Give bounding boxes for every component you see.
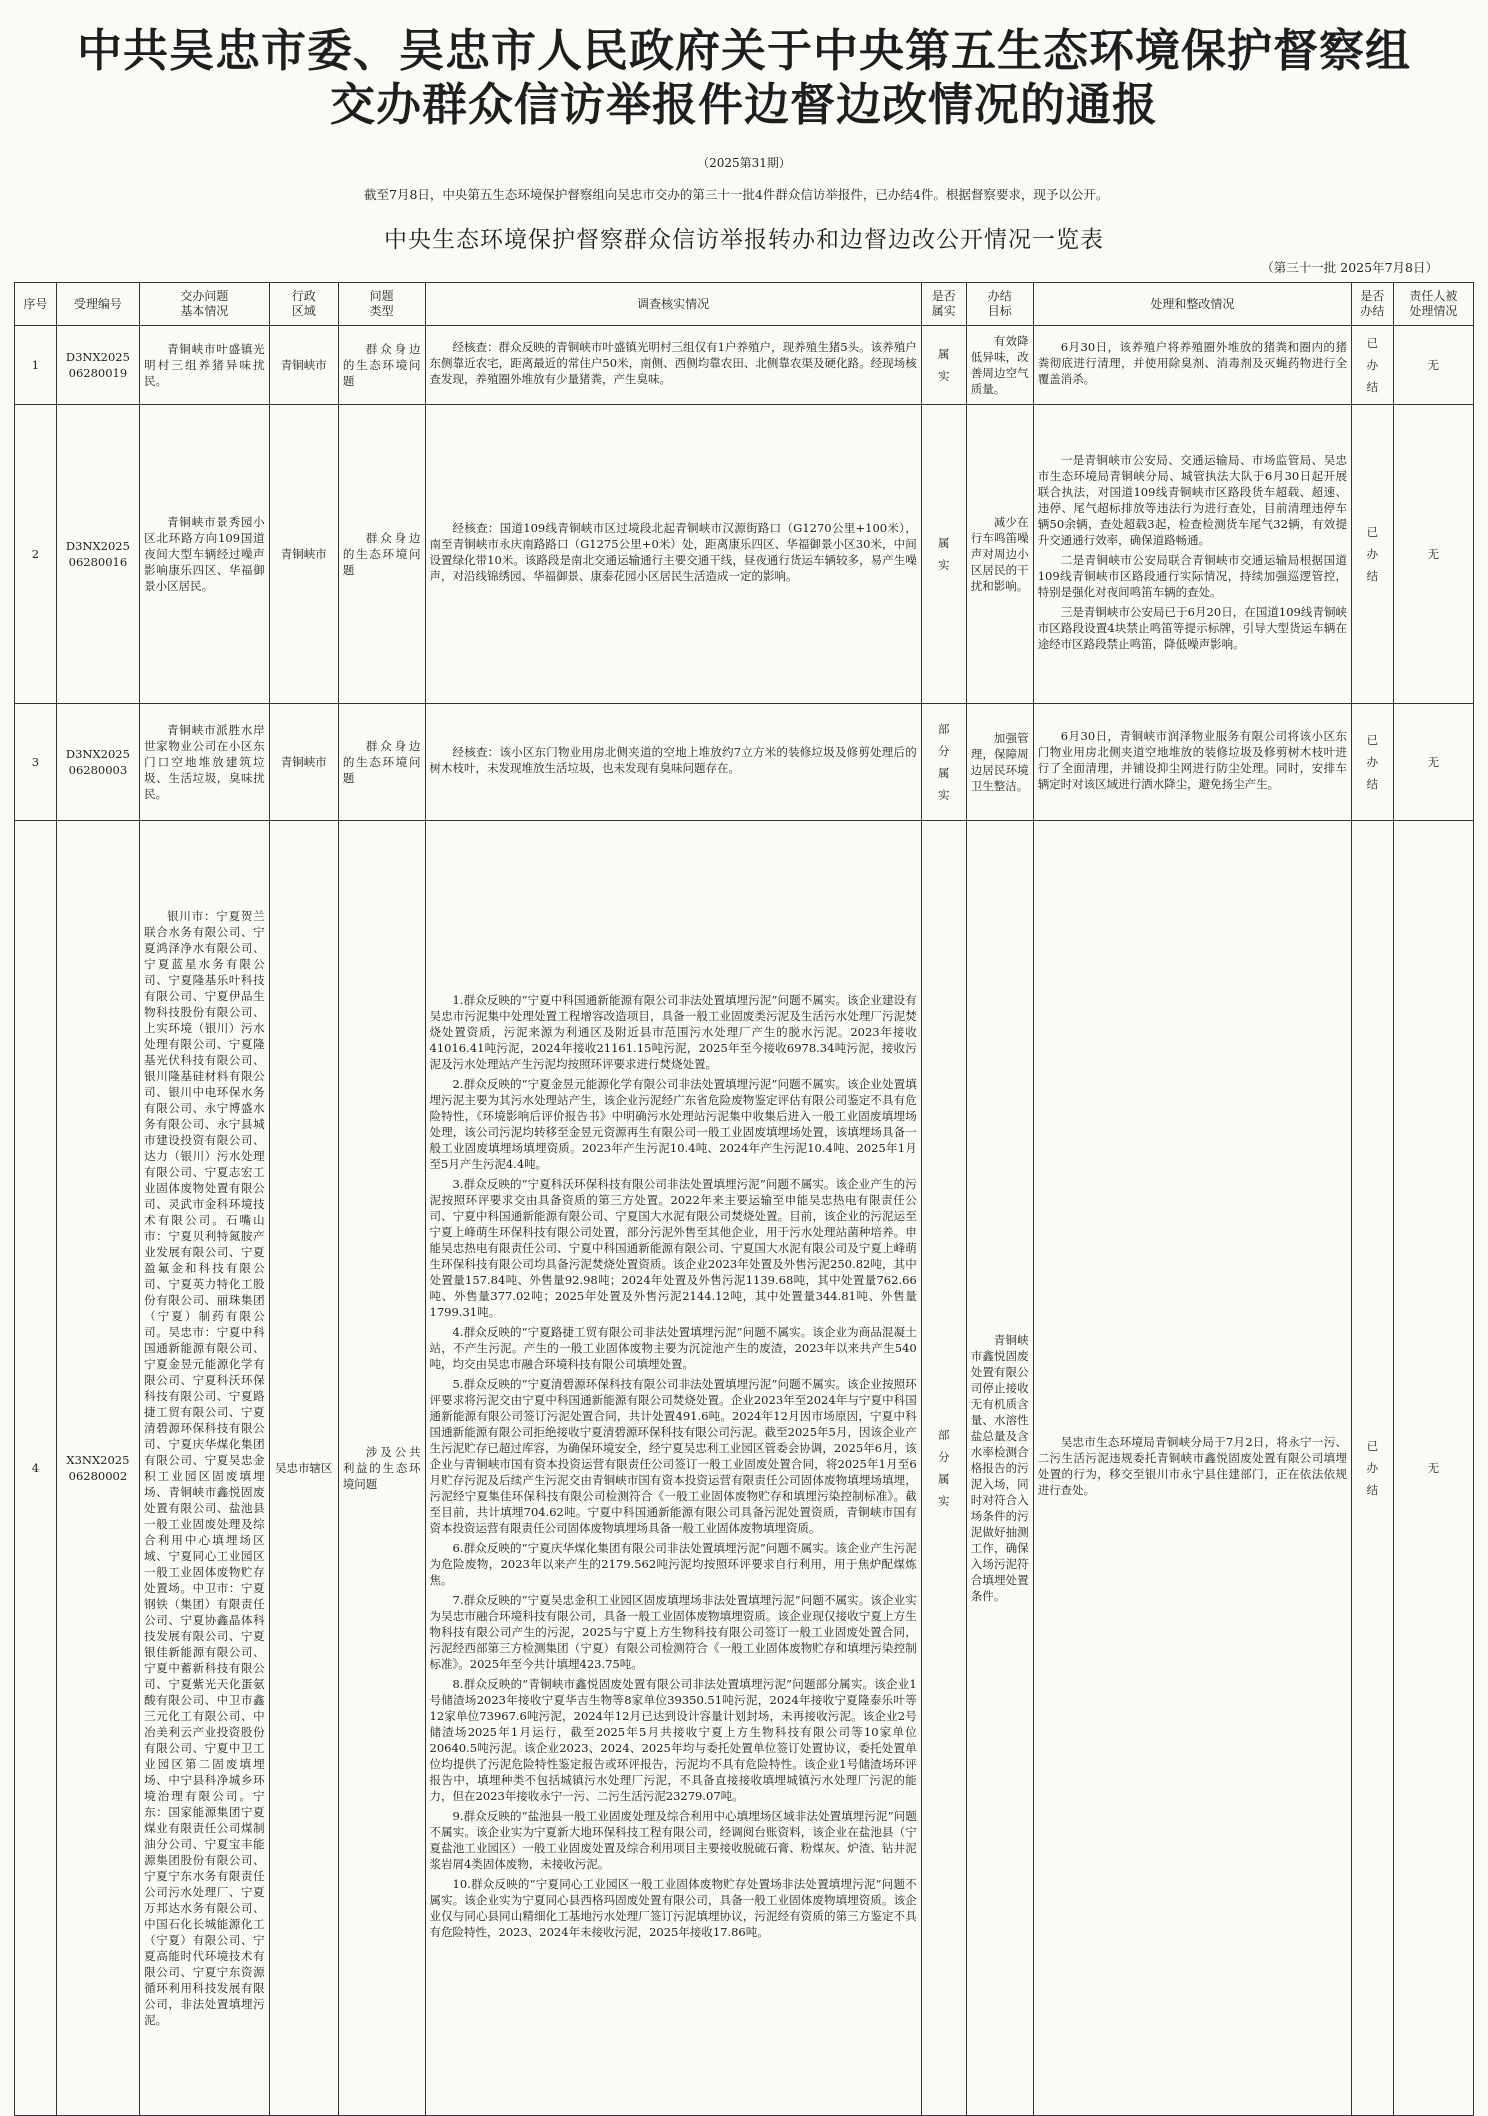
investigation-paragraph: 5.群众反映的“宁夏清碧源环保科技有限公司非法处置填埋污泥”问题不属实。该企业按照环评要求将污泥交由宁夏中科国通新能源有限公司焚烧处置。企业2023年至2024年与宁夏中科国通新能源有限公司签订污泥处置合同，共计处置491.6吨。2024年12月因市场原因，宁夏中科国通新能源有限公司拒绝接收宁夏清碧源环保科技有限公司污泥。截至2025年5月，因该企业产生污泥贮存已超过库容，为确保环境安全，经宁夏吴忠利工业园区管委会协调，2025年6月，该企业与青铜峡市国有资本投资运营有限责任公司签订一般工业固废处置合同，将2025年1月至6月贮存污泥及后续产生污泥交由青铜峡市国有资本投资运营有限责任公司固体废物填埋场填埋，污泥经宁夏集佳环保科技有限公司检测符合《一般工业固体废物贮存和填埋污染控制标准》。截至目前，共计填埋704.62吨。宁夏中科国通新能源有限公司具备污泥处置资质，青铜峡市国有资本投资运营有限责任公司固体废物填埋场具备一般工业固体废物填埋资质。 bbox=[429, 1377, 917, 1535]
is-done: 已 办 结 bbox=[1352, 821, 1394, 2116]
investigation-paragraph: 经核查：该小区东门物业用房北侧夹道的空地上堆放约7立方米的装修垃圾及修剪处理后的树木枝叶，未发现堆放生活垃圾，也未发现有臭味问题存在。 bbox=[429, 745, 917, 775]
table-row bbox=[15, 821, 1474, 2116]
report-table bbox=[14, 282, 1474, 2116]
handling bbox=[1033, 821, 1351, 2116]
handling-paragraph: 二是青铜峡市公安局联合青铜峡市交通运输局根据国道109线青铜峡市区路段通行实际情况，持续加强巡逻管控，特别是强化对夜间鸣笛车辆的查处。 bbox=[1037, 553, 1348, 599]
main-title-line2: 交办群众信访举报件边督边改情况的通报 bbox=[329, 78, 1158, 131]
acceptance-code: D3NX2025 06280003 bbox=[56, 704, 139, 821]
accountability: 无 bbox=[1393, 405, 1473, 704]
acceptance-code: X3NX2025 06280002 bbox=[56, 821, 139, 2116]
is-true: 属 实 bbox=[921, 405, 966, 704]
is-done: 已 办 结 bbox=[1352, 704, 1394, 821]
investigation-paragraph: 2.群众反映的“宁夏金昱元能源化学有限公司非法处置填埋污泥”问题不属实。该企业处置填埋污泥主要为其污水处理站产生，该企业污泥经广东省危险废物鉴定评估有限公司鉴定不具有危险特性，《环境影响后评价报告书》中明确污水处理站污泥集中收集后进入一般工业固废填埋场处理，该公司污泥均转移至金昱元资源再生有限公司一般工业固废填埋场处置，该填埋场具备一般工业固废填埋场填埋资质。2023年产生污泥10.4吨、2024年产生污泥10.4吨、2025年1月至5月产生污泥4.4吨。 bbox=[429, 1077, 917, 1171]
handling bbox=[1033, 704, 1351, 821]
issue-number: （2025第31期） bbox=[697, 156, 791, 170]
investigation-paragraph: 6.群众反映的“宁夏庆华煤化集团有限公司非法处置填埋污泥”问题不属实。该企业产生污泥为危险废物，2023年以来产生的2179.562吨污泥均按照环评要求自行利用，用于焦炉配煤炼焦。 bbox=[429, 1541, 917, 1587]
col-header: 是否 属实 bbox=[921, 283, 966, 326]
investigation-paragraph: 8.群众反映的“青铜峡市鑫悦固废处置有限公司非法处置填埋污泥”问题部分属实。该企业1号储渣场2023年接收宁夏华吉生物等8家单位39350.51吨污泥，2024年接收宁夏隆泰乐叶等12家单位73967.6吨污泥，2024年12月已达到设计容量计划封场，未再接收污泥。该企业2号储渣场2025年1月运行，截至2025年5月共接收宁夏上方生物科技有限公司等10家单位20640.5吨污泥。该企业2023、2024、2025年均与委托处置单位签订处置协议，委托处置单位均提供了污泥危险特性鉴定报告或环评报告，污泥均不具有危险特性。该企业1号储渣场环评报告中，填埋种类不包括城镇污水处理厂污泥，不具备直接接收填埋城镇污水处理厂污泥的能力，但在2023年接收永宁一污、二污生活污泥23279.07吨。 bbox=[429, 1677, 917, 1803]
col-header: 序号 bbox=[15, 283, 57, 326]
col-header: 交办问题 基本情况 bbox=[140, 283, 270, 326]
table-row bbox=[15, 405, 1474, 704]
table-row bbox=[15, 704, 1474, 821]
handling-paragraph: 一是青铜峡市公安局、交通运输局、市场监管局、吴忠市生态环境局青铜峡分局、城管执法大队于6月30日起开展联合执法，对国道109线青铜峡市区路段货车超载、超速、违停、尾气超标排放等违法行为进行查处，目前清理违停车辆50余辆，查处超载3起，检查检测货车尾气32辆，有效提升交通通行效率，确保道路畅通。 bbox=[1037, 453, 1348, 547]
admin-region: 青铜峡市 bbox=[269, 704, 338, 821]
goal: 加强管理，保障周边居民环境卫生整洁。 bbox=[966, 704, 1033, 821]
investigation-paragraph: 4.群众反映的“宁夏路捷工贸有限公司非法处置填埋污泥”问题不属实。该企业为商品混凝土站，不产生污泥。产生的一般工业固体废物主要为沉淀池产生的废渣，2023年以来共产生540吨，均交由吴忠市融合环境科技有限公司填埋处置。 bbox=[429, 1325, 917, 1371]
is-done: 已 办 结 bbox=[1352, 405, 1394, 704]
case-basic-info: 青铜峡市派胜水岸世家物业公司在小区东门口空地堆放建筑垃圾、生活垃圾，臭味扰民。 bbox=[140, 704, 270, 821]
intro-text: 截至7月8日，中央第五生态环境保护督察组向吴忠市交办的第三十一批4件群众信访举报件，已办结4件。根据督察要求，现予以公开。 bbox=[364, 187, 1109, 202]
investigation-paragraph: 7.群众反映的“宁夏吴忠金积工业园区固废填埋场非法处置填埋污泥”问题不属实。该企业实为吴忠市融合环境科技有限公司，具备一般工业固体废物填埋资质。该企业现仅接收宁夏上方生物科技有限公司产生的污泥，2025与宁夏上方生物科技有限公司签订一般工业固废处置合同，污泥经西部第三方检测集团（宁夏）有限公司检测符合《一般工业固体废物贮存和填埋污染控制标准》。2025年至今共计填埋423.75吨。 bbox=[429, 1593, 917, 1671]
investigation bbox=[425, 405, 921, 704]
handling-paragraph: 三是青铜峡市公安局已于6月20日，在国道109线青铜峡市区路段设置4块禁止鸣笛等提示标牌，引导大型货运车辆在途经市区路段禁止鸣笛，降低噪声影响。 bbox=[1037, 605, 1348, 651]
investigation-paragraph: 经核查：国道109线青铜峡市区过境段北起青铜峡市汉源街路口（G1270公里+100米），南至青铜峡市永庆南路路口（G1275公里+0米）处，距离康乐四区、华福御景小区30米，中间设置绿化带10米。该路段是南北交通运输通行主要交通干线，昼夜通行货运车辆较多，易产生噪声，对沿线锦绣园、华福御景、康泰花园小区居民生活造成一定的影响。 bbox=[429, 521, 917, 583]
col-header: 调查核实情况 bbox=[425, 283, 921, 326]
goal: 青铜峡市鑫悦固废处置有限公司停止接收无有机质含量、水溶性盐总量及含水率检测合格报告的污泥入场，同时对符合入场条件的污泥做好抽测工作，确保入场污泥符合填埋处置条件。 bbox=[966, 821, 1033, 2116]
is-true: 部 分 属 实 bbox=[921, 821, 966, 2116]
accountability: 无 bbox=[1393, 704, 1473, 821]
col-header: 办结 目标 bbox=[966, 283, 1033, 326]
col-header: 是否 办结 bbox=[1352, 283, 1394, 326]
investigation-paragraph: 10.群众反映的“宁夏同心工业园区一般工业固体废物贮存处置场非法处置填埋污泥”问题不属实。该企业实为宁夏同心县西格玛固废处置有限公司，具备一般工业固体废物填埋资质。该企业仅与同心县同山精细化工基地污水处理厂签订污泥填埋协议，污泥经有资质的第三方鉴定不具有危险特性，2023、2024年未接收污泥，2025年接收17.86吨。 bbox=[429, 1877, 917, 1939]
investigation-paragraph: 9.群众反映的“盐池县一般工业固废处理及综合利用中心填埋场区域非法处置填埋污泥”问题不属实。该企业实为宁夏新大地环保科技工程有限公司，经调阅台账资料，该企业在盐池县（宁夏盐池工业园区）一般工业固废处置及综合利用项目主要接收脱硫石膏、粉煤灰、炉渣、钻井泥浆岩屑4类固体废物，未接收污泥。 bbox=[429, 1809, 917, 1871]
row-number: 4 bbox=[15, 821, 57, 2116]
handling-paragraph: 6月30日，青铜峡市润泽物业服务有限公司将该小区东门物业用房北侧夹道空地堆放的装修垃圾及修剪树木枝叶进行了全面清理，并铺设抑尘网进行防尘处理。同时，安排车辆定时对该区域进行洒水降尘，避免扬尘产生。 bbox=[1037, 729, 1348, 791]
case-basic-info: 青铜峡市叶盛镇光明村三组养猪异味扰民。 bbox=[140, 326, 270, 405]
main-title bbox=[14, 24, 1474, 132]
is-true: 属 实 bbox=[921, 326, 966, 405]
row-number: 1 bbox=[15, 326, 57, 405]
col-header: 处理和整改情况 bbox=[1033, 283, 1351, 326]
main-title-line1: 中共吴忠市委、吴忠市人民政府关于中央第五生态环境保护督察组 bbox=[76, 24, 1411, 77]
is-true: 部 分 属 实 bbox=[921, 704, 966, 821]
accountability: 无 bbox=[1393, 326, 1473, 405]
investigation bbox=[425, 704, 921, 821]
acceptance-code: D3NX2025 06280016 bbox=[56, 405, 139, 704]
batch-date: （第三十一批 2025年7月8日） bbox=[1261, 260, 1438, 275]
col-header: 问题 类型 bbox=[338, 283, 425, 326]
col-header: 受理编号 bbox=[56, 283, 139, 326]
table-header-row bbox=[15, 283, 1474, 326]
handling bbox=[1033, 405, 1351, 704]
row-number: 3 bbox=[15, 704, 57, 821]
investigation bbox=[425, 821, 921, 2116]
col-header: 行政 区域 bbox=[269, 283, 338, 326]
table-title: 中央生态环境保护督察群众信访举报转办和边督边改公开情况一览表 bbox=[384, 227, 1104, 253]
problem-type: 群众身边的生态环境问题 bbox=[338, 405, 425, 704]
investigation bbox=[425, 326, 921, 405]
table-row bbox=[15, 326, 1474, 405]
investigation-paragraph: 3.群众反映的“宁夏科沃环保科技有限公司非法处置填埋污泥”问题不属实。该企业产生的污泥按照环评要求交由具备资质的第三方处置。2022年来主要运输至申能吴忠热电有限责任公司、宁夏中科国通新能源有限公司、宁夏国大水泥有限公司焚烧处置。目前，该企业的污泥运至宁夏上峰萌生环保科技有限公司处置，部分污泥外售至其他企业，用于污水处理站菌种培养。申能吴忠热电有限责任公司、宁夏中科国通新能源有限公司、宁夏国大水泥有限公司及宁夏上峰萌生环保科技有限公司均具备污泥焚烧处置资质。该企业2023年处置及外售污泥250.82吨，其中处置量157.84吨、外售量92.98吨；2024年处置及外售污泥1139.68吨，其中处置量762.66吨、外售量377.02吨；2025年处置及外售污泥2144.12吨，其中处置量344.81吨、外售量1799.31吨。 bbox=[429, 1177, 917, 1319]
row-number: 2 bbox=[15, 405, 57, 704]
goal: 减少在行车鸣笛噪声对周边小区居民的干扰和影响。 bbox=[966, 405, 1033, 704]
col-header: 责任人被 处理情况 bbox=[1393, 283, 1473, 326]
case-basic-info: 银川市：宁夏贺兰联合水务有限公司、宁夏鸿泽净水有限公司、宁夏蓝星水务有限公司、宁夏隆基乐叶科技有限公司、宁夏伊品生物科技股份有限公司、上实环境（银川）污水处理有限公司、宁夏隆基光伏科技有限公司、银川隆基硅材料有限公司、银川中电环保水务有限公司、永宁博盛水务有限公司、永宁县城市建设投资有限公司、达力（银川）污水处理有限公司、宁夏志宏工业固体废物处置有限公司、灵武市金科环境技术有限公司。石嘴山市：宁夏贝利特氮胺产业发展有限公司、宁夏盈氟金和科技有限公司、宁夏英力特化工股份有限公司、丽珠集团（宁夏）制药有限公司。吴忠市：宁夏中科国通新能源有限公司、宁夏金昱元能源化学有限公司、宁夏科沃环保科技有限公司、宁夏路捷工贸有限公司、宁夏清碧源环保科技有限公司、宁夏庆华煤化集团有限公司、宁夏吴忠金积工业园区固废填埋场、青铜峡市鑫悦固废处置有限公司、盐池县一般工业固废处理及综合利用中心填埋场区域、宁夏同心工业园区一般工业固体废物贮存处置场。中卫市：宁夏钢铁（集团）有限责任公司、宁夏协鑫晶体科技发展有限公司、宁夏银佳新能源有限公司、宁夏中蓄新科技有限公司、宁夏紫光天化蛋氨酸有限公司、中卫市鑫三元化工有限公司、中冶美利云产业投资股份有限公司、宁夏中卫工业园区第二固废填埋场、中宁县科净城乡环境治理有限公司。宁东：国家能源集团宁夏煤业有限责任公司煤制油分公司、宁夏宝丰能源集团股份有限公司、宁夏宁东水务有限责任公司污水处理厂、宁夏万邦达水务有限公司、中国石化长城能源化工（宁夏）有限公司、宁夏高能时代环境技术有限公司、宁夏宁东资源循环利用科技发展有限公司，非法处置填埋污泥。 bbox=[140, 821, 270, 2116]
is-done: 已 办 结 bbox=[1352, 326, 1394, 405]
handling-paragraph: 吴忠市生态环境局青铜峡分局于7月2日，将永宁一污、二污生活污泥违规委托青铜峡市鑫悦固废处置有限公司填埋处置的行为，移交至银川市永宁县住建部门，正在依法依规进行查处。 bbox=[1037, 1435, 1348, 1497]
admin-region: 青铜峡市 bbox=[269, 326, 338, 405]
investigation-paragraph: 1.群众反映的“宁夏中科国通新能源有限公司非法处置填埋污泥”问题不属实。该企业建设有吴忠市污泥集中处理处置工程增容改造项目，具备一般工业固废类污泥及生活污水处理厂污泥焚烧处置资质，污泥来源为利通区及附近县市范围污水处理厂产生的脱水污泥。2023年接收41016.41吨污泥，2024年接收21161.15吨污泥，2025年至今接收6978.34吨污泥，接收污泥及污水处理站产生污泥均按照环评要求进行焚烧处置。 bbox=[429, 993, 917, 1071]
handling-paragraph: 6月30日，该养殖户将养殖圈外堆放的猪粪和圈内的猪粪彻底进行清理，并使用除臭剂、消毒剂及灭蝇药物进行全覆盖消杀。 bbox=[1037, 340, 1348, 386]
goal: 有效降低异味，改善周边空气质量。 bbox=[966, 326, 1033, 405]
problem-type: 涉及公共利益的生态环境问题 bbox=[338, 821, 425, 2116]
problem-type: 群众身边的生态环境问题 bbox=[338, 326, 425, 405]
admin-region: 吴忠市辖区 bbox=[269, 821, 338, 2116]
admin-region: 青铜峡市 bbox=[269, 405, 338, 704]
acceptance-code: D3NX2025 06280019 bbox=[56, 326, 139, 405]
investigation-paragraph: 经核查：群众反映的青铜峡市叶盛镇光明村三组仅有1户养殖户，现养殖生猪5头。该养殖户东侧靠近农宅，距离最近的常住户50米，南侧、西侧均靠农田、北侧靠农渠及硬化路。经现场核查发现，养殖圈外堆放有少量猪粪，产生臭味。 bbox=[429, 340, 917, 386]
accountability: 无 bbox=[1393, 821, 1473, 2116]
problem-type: 群众身边的生态环境问题 bbox=[338, 704, 425, 821]
handling bbox=[1033, 326, 1351, 405]
case-basic-info: 青铜峡市景秀园小区北环路方向109国道夜间大型车辆经过噪声影响康乐四区、华福御景小区居民。 bbox=[140, 405, 270, 704]
